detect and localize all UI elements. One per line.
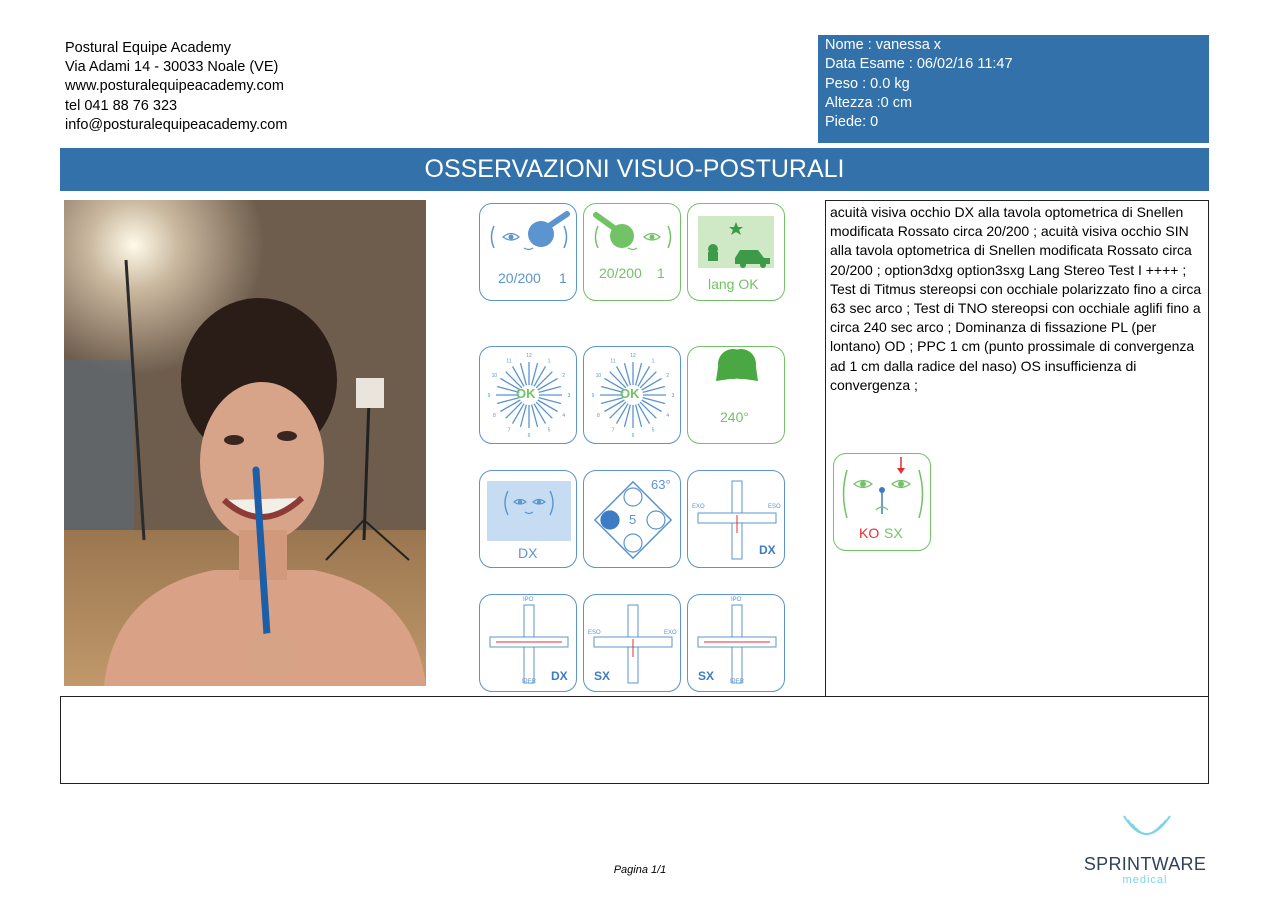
cross-4-eye: SX — [698, 669, 715, 683]
dominance-tile — [479, 470, 577, 568]
clock-number: 1 — [651, 358, 655, 365]
eye-occluder-icon — [480, 204, 578, 302]
tno-tile — [687, 346, 785, 444]
astigmatism-sx-tile — [583, 346, 681, 444]
patient-weight: Peso : 0.0 kg — [825, 75, 910, 92]
logo-waves-icon — [1080, 808, 1212, 858]
astigmatism-dx-result: OK — [516, 386, 536, 401]
clock-number: 5 — [651, 427, 655, 434]
section-title: OSSERVAZIONI VISUO-POSTURALI — [60, 148, 1209, 191]
acuity-sx-value: 20/200 — [599, 265, 642, 281]
acuity-dx-level: 1 — [559, 270, 567, 286]
cross-1-eye: DX — [759, 543, 776, 557]
clinic-phone: tel 041 88 76 323 — [65, 97, 178, 114]
clock-number: 3 — [567, 393, 571, 399]
clock-number: 5 — [547, 427, 551, 434]
acuity-sx-level: 1 — [657, 265, 665, 281]
logo-text: SPRINTWARE — [1083, 854, 1207, 874]
cross-4-top: IPO — [731, 597, 742, 603]
sprintware-logo — [1080, 808, 1212, 886]
clock-number: 8 — [492, 413, 496, 419]
ppc-tile — [833, 453, 931, 551]
clock-number: 9 — [487, 393, 491, 399]
ppc-eye: SX — [884, 525, 903, 541]
cross-1-right: ESO — [768, 504, 781, 510]
clock-number: 2 — [562, 373, 566, 379]
clinic-email[interactable]: info@posturalequipeacademy.com — [65, 116, 288, 133]
patient-exam-date: Data Esame : 06/02/16 11:47 — [825, 56, 1013, 73]
clock-number: 9 — [591, 393, 595, 399]
observations-panel — [825, 200, 1209, 696]
astigmatism-dx-tile — [479, 346, 577, 444]
clinic-name: Postural Equipe Academy — [65, 40, 232, 56]
clinic-info — [65, 39, 287, 135]
cross-1-left: EXO — [692, 504, 705, 510]
astigmatism-sx-result: OK — [620, 386, 640, 401]
clinic-website[interactable]: www.posturalequipeacademy.com — [65, 78, 284, 95]
notes-box — [60, 696, 1209, 784]
clock-number: 12 — [630, 353, 636, 359]
patient-foot: Piede: 0 — [825, 114, 879, 131]
clock-number: 7 — [507, 427, 511, 434]
clock-number: 3 — [671, 393, 675, 399]
tno-result: 240° — [720, 409, 749, 425]
clock-number: 12 — [526, 353, 532, 359]
page-number: Pagina 1/1 — [613, 864, 667, 876]
pacman-stereo-icon — [688, 347, 786, 445]
clock-number: 10 — [491, 373, 498, 379]
patient-name: Nome : vanessa x — [825, 37, 942, 53]
clinic-address: Via Adami 14 - 30033 Noale (VE) — [65, 59, 279, 76]
observations-text: acuità visiva occhio DX alla tavola optometrica di Snellen modificata Rossato circa 20/200 ; acuità visiva occhio SIN alla tavola optometrica di Snellen modificata Rossato circa 20/200 ; option3dxg option3sxg Lang Stereo Test I ++++ ; Test di Titmus stereopsi con occhiale polarizzato fino a circa 63 sec arco ; Test di TNO stereopsi con occhiale aglifi fino a circa 240 sec arco ; Dominanza di fissazione PL (per lontano) OD ; PPC 1 cm (punto prossimale di convergenza ad 1 cm dalla radice del naso) OS insufficienza di convergenza ; — [830, 204, 1202, 393]
cross-3-right: EXO — [664, 630, 677, 636]
eye-occluder-icon — [584, 204, 682, 302]
patient-info-box — [818, 35, 1209, 143]
logo-subtext: medical — [1122, 874, 1168, 886]
patient-height: Altezza :0 cm — [825, 94, 913, 111]
titmus-level: 5 — [629, 512, 637, 527]
clock-number: 8 — [596, 413, 600, 419]
lang-result: lang OK — [708, 276, 759, 292]
clock-number: 6 — [527, 433, 531, 439]
acuity-dx-tile — [479, 203, 577, 301]
cross-3-left: ESO — [588, 630, 601, 636]
cross-4-bottom: IPER — [730, 679, 745, 685]
acuity-dx-value: 20/200 — [498, 270, 541, 286]
clock-number: 4 — [562, 413, 566, 419]
cross-2-eye: DX — [551, 669, 568, 683]
test-tiles-grid — [476, 200, 791, 696]
clock-number: 4 — [666, 413, 670, 419]
titmus-angle: 63° — [651, 477, 671, 492]
cover-test-vertical-dx-tile — [479, 594, 577, 692]
titmus-tile — [583, 470, 681, 568]
convergence-eyes-icon — [834, 454, 932, 552]
ppc-status: KO — [859, 525, 880, 541]
clock-number: 10 — [595, 373, 602, 379]
acuity-sx-tile — [583, 203, 681, 301]
lang-stereo-tile — [687, 203, 785, 301]
cross-2-top: IPO — [523, 597, 534, 603]
dominance-result: DX — [518, 545, 538, 561]
clock-number: 2 — [666, 373, 670, 379]
cross-3-eye: SX — [594, 669, 611, 683]
clock-number: 6 — [631, 433, 635, 439]
patient-photo — [64, 200, 426, 686]
cross-2-bottom: IPER — [522, 679, 537, 685]
clock-number: 7 — [611, 427, 615, 434]
cover-test-horizontal-tile — [687, 470, 785, 568]
cover-test-horizontal-sx-tile — [583, 594, 681, 692]
cover-test-vertical-sx-tile — [687, 594, 785, 692]
clock-number: 11 — [610, 358, 616, 365]
clock-number: 1 — [547, 358, 551, 365]
clock-number: 11 — [506, 358, 512, 365]
